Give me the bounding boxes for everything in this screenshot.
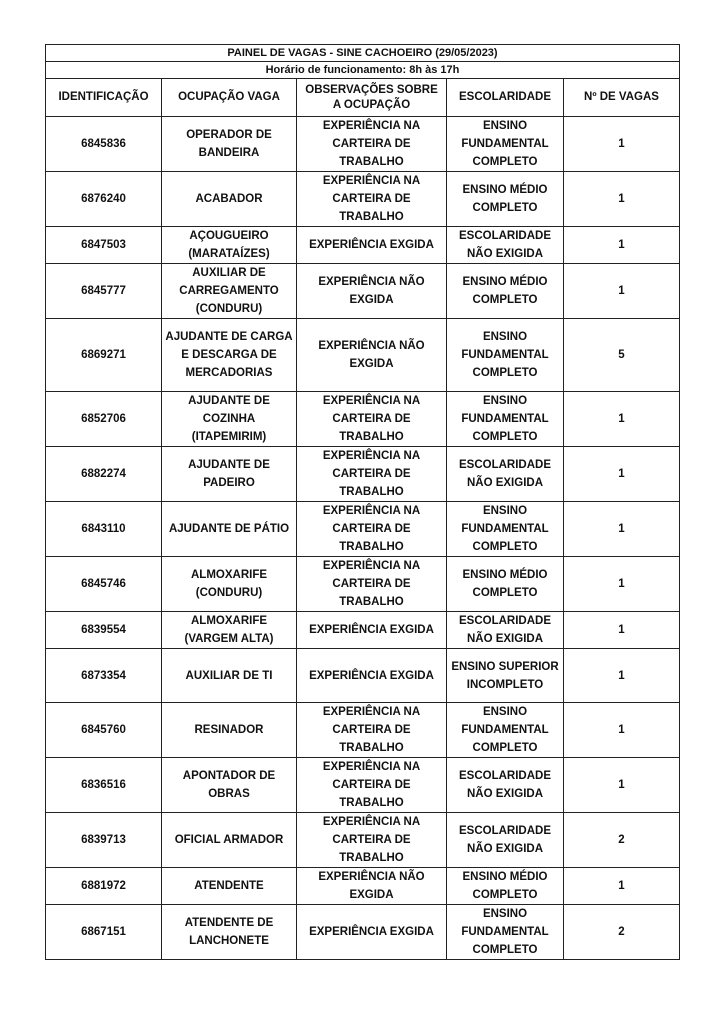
- cell-vagas: 1: [564, 649, 680, 703]
- cell-escolaridade: ENSINO FUNDAMENTAL COMPLETO: [447, 319, 564, 392]
- cell-obs: EXPERIÊNCIA NÃO EXGIDA: [297, 264, 447, 319]
- cell-vagas: 2: [564, 813, 680, 868]
- cell-ocupacao: OPERADOR DE BANDEIRA: [162, 117, 297, 172]
- table-row: [46, 502, 680, 557]
- cell-vagas: 1: [564, 758, 680, 813]
- cell-ocupacao: AJUDANTE DE PÁTIO: [162, 502, 297, 557]
- table-row: [46, 117, 680, 172]
- cell-ocupacao: AUXILIAR DE TI: [162, 649, 297, 703]
- table-row: [46, 758, 680, 813]
- table-row: [46, 392, 680, 447]
- cell-vagas: 1: [564, 264, 680, 319]
- cell-obs: EXPERIÊNCIA NA CARTEIRA DE TRABALHO: [297, 502, 447, 557]
- table-row: [46, 264, 680, 319]
- cell-escolaridade: ESCOLARIDADE NÃO EXIGIDA: [447, 813, 564, 868]
- cell-obs: EXPERIÊNCIA NA CARTEIRA DE TRABALHO: [297, 447, 447, 502]
- column-header-identificacao: IDENTIFICAÇÃO: [46, 79, 162, 117]
- cell-ocupacao: ALMOXARIFE (VARGEM ALTA): [162, 612, 297, 649]
- cell-id: 6843110: [46, 502, 162, 557]
- cell-id: 6845777: [46, 264, 162, 319]
- table-row: [46, 172, 680, 227]
- title-row: [46, 45, 680, 62]
- cell-obs: EXPERIÊNCIA NA CARTEIRA DE TRABALHO: [297, 703, 447, 758]
- cell-id: 6869271: [46, 319, 162, 392]
- cell-id: 6845746: [46, 557, 162, 612]
- cell-ocupacao: AUXILIAR DE CARREGAMENTO (CONDURU): [162, 264, 297, 319]
- cell-ocupacao: AJUDANTE DE PADEIRO: [162, 447, 297, 502]
- header-row: [46, 79, 680, 117]
- cell-vagas: 1: [564, 502, 680, 557]
- cell-escolaridade: ENSINO SUPERIOR INCOMPLETO: [447, 649, 564, 703]
- cell-ocupacao: ATENDENTE DE LANCHONETE: [162, 905, 297, 960]
- cell-obs: EXPERIÊNCIA EXGIDA: [297, 905, 447, 960]
- cell-id: 6873354: [46, 649, 162, 703]
- cell-id: 6876240: [46, 172, 162, 227]
- cell-id: 6836516: [46, 758, 162, 813]
- cell-vagas: 2: [564, 905, 680, 960]
- cell-obs: EXPERIÊNCIA NA CARTEIRA DE TRABALHO: [297, 172, 447, 227]
- table-row: [46, 813, 680, 868]
- cell-escolaridade: ENSINO FUNDAMENTAL COMPLETO: [447, 392, 564, 447]
- table-row: [46, 447, 680, 502]
- cell-obs: EXPERIÊNCIA NA CARTEIRA DE TRABALHO: [297, 758, 447, 813]
- cell-id: 6881972: [46, 868, 162, 905]
- cell-id: 6839713: [46, 813, 162, 868]
- cell-vagas: 1: [564, 117, 680, 172]
- table-row: [46, 649, 680, 703]
- cell-vagas: 1: [564, 392, 680, 447]
- table-row: [46, 319, 680, 392]
- cell-ocupacao: APONTADOR DE OBRAS: [162, 758, 297, 813]
- column-header-observacoes: OBSERVAÇÕES SOBRE A OCUPAÇÃO: [297, 79, 447, 117]
- column-header-escolaridade: ESCOLARIDADE: [447, 79, 564, 117]
- cell-id: 6839554: [46, 612, 162, 649]
- cell-obs: EXPERIÊNCIA NA CARTEIRA DE TRABALHO: [297, 813, 447, 868]
- cell-obs: EXPERIÊNCIA NA CARTEIRA DE TRABALHO: [297, 392, 447, 447]
- cell-vagas: 1: [564, 868, 680, 905]
- cell-escolaridade: ENSINO MÉDIO COMPLETO: [447, 557, 564, 612]
- cell-escolaridade: ESCOLARIDADE NÃO EXIGIDA: [447, 758, 564, 813]
- cell-ocupacao: AJUDANTE DE COZINHA (ITAPEMIRIM): [162, 392, 297, 447]
- cell-escolaridade: ESCOLARIDADE NÃO EXIGIDA: [447, 227, 564, 264]
- cell-escolaridade: ENSINO MÉDIO COMPLETO: [447, 264, 564, 319]
- cell-escolaridade: ESCOLARIDADE NÃO EXIGIDA: [447, 612, 564, 649]
- cell-id: 6882274: [46, 447, 162, 502]
- cell-escolaridade: ENSINO FUNDAMENTAL COMPLETO: [447, 703, 564, 758]
- cell-escolaridade: ENSINO FUNDAMENTAL COMPLETO: [447, 502, 564, 557]
- column-header-vagas: Nº DE VAGAS: [564, 79, 680, 117]
- cell-obs: EXPERIÊNCIA EXGIDA: [297, 612, 447, 649]
- cell-ocupacao: RESINADOR: [162, 703, 297, 758]
- cell-vagas: 1: [564, 172, 680, 227]
- cell-escolaridade: ENSINO MÉDIO COMPLETO: [447, 172, 564, 227]
- hours-row: [46, 62, 680, 79]
- cell-ocupacao: ATENDENTE: [162, 868, 297, 905]
- table-row: [46, 868, 680, 905]
- cell-vagas: 1: [564, 703, 680, 758]
- cell-escolaridade: ENSINO MÉDIO COMPLETO: [447, 868, 564, 905]
- cell-ocupacao: ALMOXARIFE (CONDURU): [162, 557, 297, 612]
- cell-obs: EXPERIÊNCIA NÃO EXGIDA: [297, 319, 447, 392]
- cell-id: 6845760: [46, 703, 162, 758]
- cell-vagas: 1: [564, 612, 680, 649]
- table-row: [46, 905, 680, 960]
- cell-escolaridade: ENSINO FUNDAMENTAL COMPLETO: [447, 905, 564, 960]
- cell-ocupacao: ACABADOR: [162, 172, 297, 227]
- cell-id: 6845836: [46, 117, 162, 172]
- vacancy-table: [45, 44, 680, 960]
- cell-escolaridade: ENSINO FUNDAMENTAL COMPLETO: [447, 117, 564, 172]
- cell-vagas: 5: [564, 319, 680, 392]
- cell-obs: EXPERIÊNCIA NÃO EXGIDA: [297, 868, 447, 905]
- cell-obs: EXPERIÊNCIA EXGIDA: [297, 649, 447, 703]
- cell-id: 6852706: [46, 392, 162, 447]
- cell-ocupacao: OFICIAL ARMADOR: [162, 813, 297, 868]
- table-row: [46, 227, 680, 264]
- cell-obs: EXPERIÊNCIA EXGIDA: [297, 227, 447, 264]
- table-row: [46, 703, 680, 758]
- cell-obs: EXPERIÊNCIA NA CARTEIRA DE TRABALHO: [297, 117, 447, 172]
- cell-vagas: 1: [564, 557, 680, 612]
- cell-id: 6847503: [46, 227, 162, 264]
- cell-ocupacao: AJUDANTE DE CARGA E DESCARGA DE MERCADORIAS: [162, 319, 297, 392]
- page-title: PAINEL DE VAGAS - SINE CACHOEIRO (29/05/2023): [46, 45, 680, 62]
- cell-ocupacao: AÇOUGUEIRO (MARATAÍZES): [162, 227, 297, 264]
- cell-vagas: 1: [564, 447, 680, 502]
- table-row: [46, 557, 680, 612]
- opening-hours: Horário de funcionamento: 8h às 17h: [46, 62, 680, 79]
- table-row: [46, 612, 680, 649]
- cell-obs: EXPERIÊNCIA NA CARTEIRA DE TRABALHO: [297, 557, 447, 612]
- cell-id: 6867151: [46, 905, 162, 960]
- cell-vagas: 1: [564, 227, 680, 264]
- cell-escolaridade: ESCOLARIDADE NÃO EXIGIDA: [447, 447, 564, 502]
- column-header-ocupacao: OCUPAÇÃO VAGA: [162, 79, 297, 117]
